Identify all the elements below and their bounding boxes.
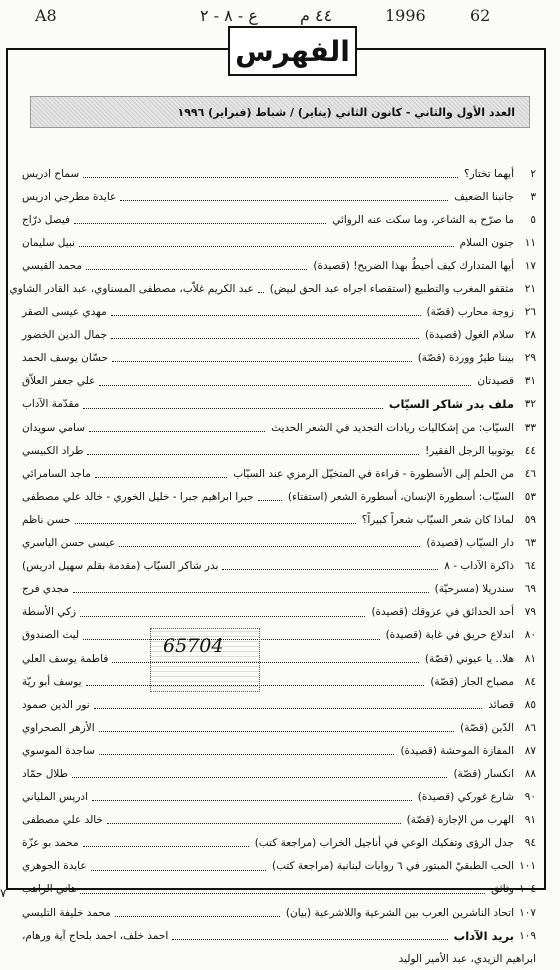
entry-author: نبيل سليمان <box>22 236 75 249</box>
entry-page: ٦٩ <box>524 583 536 596</box>
leader-dots <box>99 377 471 385</box>
entry-page: ٩٤ <box>524 837 536 850</box>
toc-entry <box>22 393 536 416</box>
entry-page: ١٠٧ <box>519 906 536 919</box>
leader-dots <box>115 908 280 916</box>
library-stamp <box>150 628 260 692</box>
entry-page: ٨٥ <box>524 698 536 711</box>
toc-entry <box>22 624 536 647</box>
leader-dots <box>111 308 421 316</box>
toc-entry <box>22 716 536 739</box>
entry-page: ٢ <box>530 167 536 180</box>
entry-author: حسّان يوسف الحمد <box>22 352 108 365</box>
table-of-contents <box>9 162 536 970</box>
toc-entry <box>22 555 536 578</box>
entry-page: ٤٤ <box>524 444 536 457</box>
entry-author: زكي الأسطة <box>22 606 77 619</box>
entry-title: قصائد <box>488 698 514 711</box>
entry-page: ١٠٩ <box>519 929 536 942</box>
entry-author: الأزهر الصحراوي <box>22 721 95 734</box>
entry-author: طراد الكبيسي <box>22 444 84 457</box>
entry-title: ذاكرة الآداب - ٨ <box>444 560 514 573</box>
entry-title: سلام الغول (قصيدة) <box>425 329 514 342</box>
leader-dots <box>74 216 326 224</box>
toc-entry <box>22 439 536 462</box>
entry-page: ٨٦ <box>524 721 536 734</box>
toc-entry <box>22 601 536 624</box>
leader-dots <box>258 285 264 293</box>
entry-title: الدّين (قصّة) <box>460 721 514 734</box>
handwritten-date: ع - ٨ - ٢ <box>200 6 258 25</box>
leader-dots <box>258 493 282 501</box>
toc-entry <box>22 508 536 531</box>
entry-author: مقدّمة الآداب <box>22 398 80 411</box>
leader-dots <box>83 169 458 177</box>
leader-dots <box>83 839 249 847</box>
entry-page: ٥ <box>530 213 536 226</box>
entry-title: بيننا طيرٌ ووردة (قصّة) <box>417 352 514 365</box>
entry-author: فاطمة يوسف العلي <box>22 652 109 665</box>
leader-dots <box>86 262 307 270</box>
entry-author: خالد علي مصطفى <box>22 814 103 827</box>
entry-title: مثقفو المغرب والتطبيع (استقصاء اجراه عبد الحق لبيض) <box>269 283 514 296</box>
toc-entry <box>22 739 536 762</box>
entry-title: السيّاب: أسطورة الإنسان، أسطورة الشعر (استفتاء) <box>287 490 514 503</box>
entry-author: محمد القيسي <box>22 259 83 272</box>
stamp-number: 65704 <box>163 635 224 657</box>
handwritten-code: A8 <box>35 6 57 25</box>
leader-dots <box>99 747 395 755</box>
leader-dots <box>92 793 412 801</box>
entry-page: ٧٩ <box>524 606 536 619</box>
entry-author: عبد الكريم غلاّب، مصطفى المسناوي، عبد القادر الشاوي <box>9 283 254 296</box>
entry-page: ٤٦ <box>524 467 536 480</box>
entry-author: علي جعفر العلاّق <box>22 375 96 388</box>
leader-dots <box>120 192 448 200</box>
toc-entry <box>9 277 536 300</box>
entry-title: أيها المتدارك كيف أحيطُ بهذا الضريح! (قصيدة) <box>313 259 514 272</box>
entry-author: عيسى حسن الياسري <box>22 537 116 550</box>
entry-page: ٨٤ <box>524 675 536 688</box>
issue-banner <box>30 96 530 128</box>
leader-dots <box>222 562 438 570</box>
toc-entry <box>22 578 536 601</box>
toc-entry <box>22 532 536 555</box>
entry-author: فيصل درّاج <box>22 213 71 226</box>
entry-author: ساجدة الموسوي <box>22 744 95 757</box>
toc-entry <box>22 416 536 439</box>
entry-title: أيهما تختار؟ <box>464 167 514 180</box>
toc-entry <box>22 347 536 370</box>
entry-title: اتحاد الناشرين العرب بين الشرعية واللاشرعية (بيان) <box>285 906 514 919</box>
entry-page: ١٠٤ <box>519 883 536 896</box>
entry-page: ٩١ <box>524 814 536 827</box>
leader-dots <box>112 354 412 362</box>
leader-dots <box>172 931 447 939</box>
entry-title: لماذا كان شعر السيّاب شعراً كبيراً؟ <box>361 513 514 526</box>
entry-author: ماجد السامرائي <box>22 467 91 480</box>
entry-page: ٢٩ <box>524 352 536 365</box>
entry-page: ٨٠ <box>524 629 536 642</box>
entry-page: ٢٦ <box>524 306 536 319</box>
leader-dots <box>95 470 227 478</box>
entry-page: ٦٣ <box>524 537 536 550</box>
entry-author: مهدي عيسى الصقر <box>22 306 107 319</box>
toc-entry <box>22 786 536 809</box>
toc-entry <box>22 324 536 347</box>
toc-entry <box>22 670 536 693</box>
entry-author: محمد بو عزّة <box>22 837 79 850</box>
leader-dots <box>75 516 356 524</box>
entry-title: الحب الطبقيّ المبتور في ٦ روايات لبنانية (مراجعة كتب) <box>271 860 514 873</box>
toc-entry <box>22 901 536 924</box>
entry-author: بدر شاكر السيّاب (مقدمة بقلم سهيل ادريس) <box>22 560 219 573</box>
entry-title: من الحلم إلى الأسطورة - قراءة في المتخيّل الرمزي عند السيّاب <box>233 467 514 480</box>
entry-author: مجدي فرج <box>22 583 70 596</box>
entry-page: ٢١ <box>524 283 536 296</box>
entry-title: هلا.. يا عيوني (قصّة) <box>424 652 514 665</box>
entry-author: هاني الراهب <box>22 883 77 896</box>
entry-author: جبرا ابراهيم جبرا - خليل الخوري - خالد علي مصطفى <box>22 490 254 503</box>
leader-dots <box>79 239 454 247</box>
toc-entry <box>22 693 536 716</box>
entry-title: سندريلا (مسرحيّة) <box>434 583 514 596</box>
leader-dots <box>72 770 447 778</box>
toc-entry <box>22 370 536 393</box>
leader-dots <box>119 539 420 547</box>
leader-dots <box>73 585 429 593</box>
entry-page: ٥٩ <box>524 513 536 526</box>
entry-title: وثائق <box>491 883 514 896</box>
entry-page: ٥٣ <box>524 490 536 503</box>
entry-page: ١٧ <box>524 259 536 272</box>
leader-dots <box>91 862 266 870</box>
entry-title: ما صرّح به الشاعر، وما سكت عنه الروائي <box>332 213 514 226</box>
entry-page: ١١ <box>524 236 536 249</box>
entry-page: ١٠١ <box>519 860 536 873</box>
entry-page: ٣٢ <box>524 398 536 411</box>
entry-title: مصباح الجاز (قصّة) <box>430 675 514 688</box>
leader-dots <box>94 701 483 709</box>
entry-page: ٨٨ <box>524 767 536 780</box>
entry-title: المفازة الموحشة (قصيدة) <box>400 744 514 757</box>
handwritten-volume: ٤٤ م <box>300 6 333 25</box>
toc-entry <box>22 208 536 231</box>
page-title: الفهرس <box>235 34 350 68</box>
entry-title: يوتوبيا الرجل الفقير! <box>425 444 514 457</box>
toc-entry <box>22 301 536 324</box>
entry-page: ٨١ <box>524 652 536 665</box>
toc-entry <box>22 647 536 670</box>
entry-title: جنون السلام <box>459 236 514 249</box>
toc-entry <box>22 231 536 254</box>
toc-entry <box>22 162 536 185</box>
entry-title: بريد الآداب <box>453 928 514 943</box>
entry-title: شارع غوركي (قصيدة) <box>417 791 514 804</box>
leader-dots <box>89 423 265 431</box>
entry-author: احمد خلف، احمد بلحاج آية ورهام، <box>22 929 169 942</box>
entry-author: عايدة مطرجي ادريس <box>22 190 117 203</box>
entry-title: السيّاب: من إشكاليات ريادات التجديد في الشعر الحديث <box>271 421 514 434</box>
entry-author: جمال الدين الخضور <box>22 329 108 342</box>
entry-author: ادريس الملياني <box>22 791 89 804</box>
entry-title: ملف بدر شاكر السيّاب <box>388 397 514 412</box>
entry-page: ٣ <box>530 190 536 203</box>
entry-author: محمد خليفة التليسي <box>22 906 111 919</box>
entry-page: ٢٨ <box>524 329 536 342</box>
leader-dots <box>80 608 365 616</box>
leader-dots <box>107 816 401 824</box>
corner-mark: ٧ <box>0 886 7 900</box>
toc-entry <box>22 485 536 508</box>
handwritten-year: 1996 <box>385 6 426 25</box>
entry-author: سماح ادريس <box>22 167 80 180</box>
entry-title: الهرب من الإجازة (قصّة) <box>406 814 514 827</box>
entry-author: ليث الصندوق <box>22 629 80 642</box>
entry-page: ٣١ <box>524 375 536 388</box>
toc-continuation: ابراهيم الزيدي، عبد الأمير الوليد <box>398 952 536 965</box>
title-box <box>228 26 357 76</box>
entry-title: أحد الحدائق في عروقك (قصيدة) <box>371 606 514 619</box>
leader-dots <box>80 885 485 893</box>
entry-author: حسن ناظم <box>22 513 71 526</box>
toc-entry <box>22 462 536 485</box>
entry-page: ٩٠ <box>524 791 536 804</box>
entry-author: يوسف أبو ريّة <box>22 675 82 688</box>
toc-entry <box>22 254 536 277</box>
leader-dots <box>99 724 455 732</box>
entry-title: جدل الرؤى وتفكيك الوعي في أناجيل الخراب (مراجعة كتب) <box>254 837 514 850</box>
issue-line: العدد الأول والثاني - كانون الثاني (يناير) / شباط (فبراير) ١٩٩٦ <box>177 105 515 119</box>
entry-title: دار السيّاب (قصيدة) <box>426 537 514 550</box>
toc-entry <box>22 809 536 832</box>
entry-title: انكسار (قصّة) <box>453 767 514 780</box>
toc-entry <box>22 185 536 208</box>
toc-entry <box>22 878 536 901</box>
entry-title: زوجة محارب (قصّة) <box>426 306 514 319</box>
leader-dots <box>111 331 419 339</box>
leader-dots <box>87 447 419 455</box>
leader-dots <box>83 400 382 408</box>
handwritten-number: 62 <box>470 6 491 25</box>
entry-title: جانبنا الضعيف <box>454 190 514 203</box>
toc-entry <box>22 762 536 785</box>
entry-author: طلال حمّاد <box>22 767 69 780</box>
entry-title: قصيدتان <box>477 375 514 388</box>
toc-entry <box>22 832 536 855</box>
entry-author: سامي سويدان <box>22 421 85 434</box>
toc-entry <box>22 924 536 947</box>
entry-page: ٨٧ <box>524 744 536 757</box>
entry-title: اندلاع حريق في غابة (قصيدة) <box>385 629 514 642</box>
entry-page: ٣٣ <box>524 421 536 434</box>
entry-author: نور الدين صمود <box>22 698 90 711</box>
entry-page: ٦٤ <box>524 560 536 573</box>
toc-entry <box>22 855 536 878</box>
entry-author: عايدة الجوهري <box>22 860 87 873</box>
